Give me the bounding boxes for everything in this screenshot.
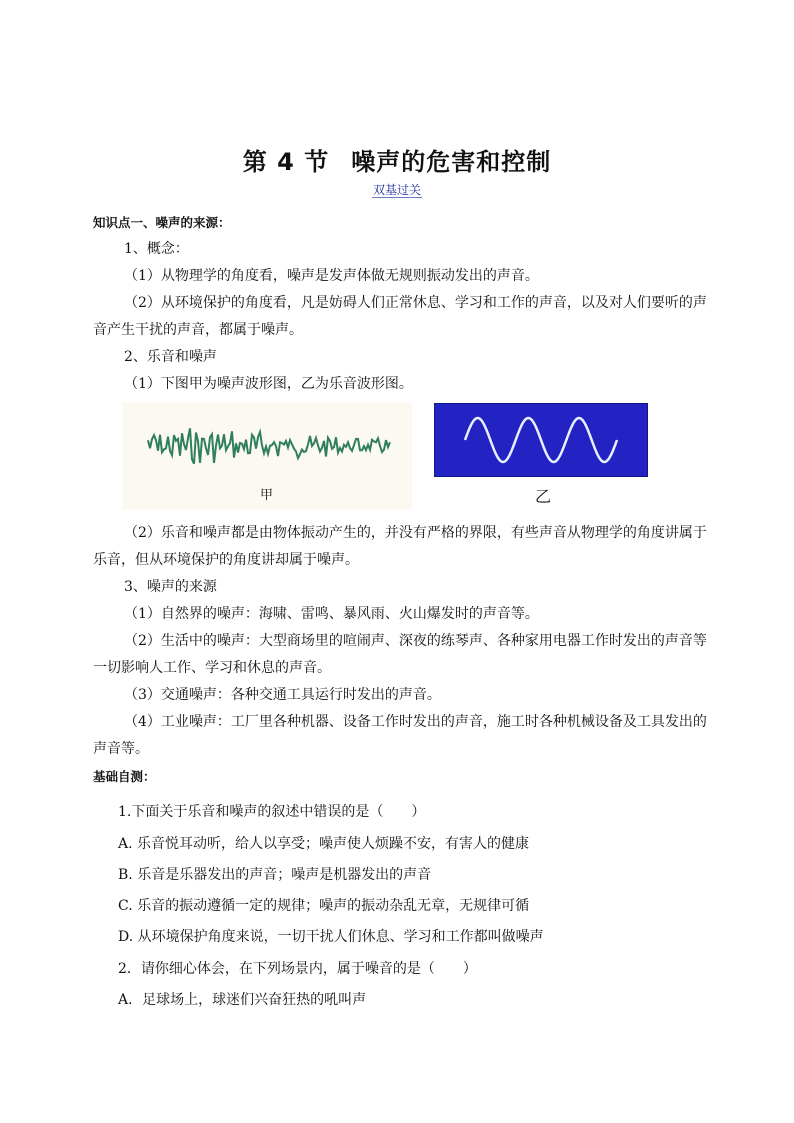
paragraph: 1、概念： xyxy=(124,241,189,257)
section2-heading: 基础自测： xyxy=(93,769,156,784)
paragraph: 2、乐音和噪声 xyxy=(124,349,217,365)
subtitle-text: 双基过关 xyxy=(372,183,421,197)
page-title xyxy=(0,142,794,177)
question-2: 2．请你细心体会，在下列场景内，属于噪音的是（ ） xyxy=(118,961,477,977)
caption-jia: 甲 xyxy=(260,488,274,503)
question-1-option-c: C. 乐音的振动遵循一定的规律；噪声的振动杂乱无章，无规律可循 xyxy=(118,898,530,914)
paragraph: 声音等。 xyxy=(93,741,149,757)
paragraph: （2）从环境保护的角度看，凡是妨碍人们正常休息、学习和工作的声音，以及对人们要听的声 xyxy=(124,295,707,311)
title-section-number: 第 4 节 xyxy=(242,148,330,176)
question-1: 1.下面关于乐音和噪声的叙述中错误的是（ ） xyxy=(118,804,426,820)
noise-waveform-panel xyxy=(122,402,412,510)
paragraph: （1）从物理学的角度看，噪声是发声体做无规则振动发出的声音。 xyxy=(124,268,539,284)
paragraph: （2）乐音和噪声都是由物体振动产生的，并没有严格的界限，有些声音从物理学的角度讲属于 xyxy=(124,525,707,541)
title-topic: 噪声的危害和控制 xyxy=(351,148,552,176)
question-1-option-a: A. 乐音悦耳动听，给人以享受；噪声使人烦躁不安，有害人的健康 xyxy=(118,836,530,852)
question-1-option-d: D. 从环境保护角度来说，一切干扰人们休息、学习和工作都叫做噪声 xyxy=(118,929,544,945)
paragraph: 乐音，但从环境保护的角度讲却属于噪声。 xyxy=(93,552,359,568)
tone-waveform-panel xyxy=(434,403,648,477)
tone-waveform-graphic xyxy=(435,404,647,476)
section1-heading: 知识点一、噪声的来源： xyxy=(93,215,231,230)
paragraph: 音产生干扰的声音，都属于噪声。 xyxy=(93,322,303,338)
paragraph: （1）自然界的噪声：海啸、雷鸣、暴风雨、火山爆发时的声音等。 xyxy=(124,606,539,622)
paragraph: （1）下图甲为噪声波形图，乙为乐音波形图。 xyxy=(124,376,413,392)
paragraph: （4）工业噪声：工厂里各种机器、设备工作时发出的声音，施工时各种机械设备及工具发出的 xyxy=(124,714,707,730)
question-2-option-a: A．足球场上，球迷们兴奋狂热的吼叫声 xyxy=(118,992,367,1008)
paragraph: 一切影响人工作、学习和休息的声音。 xyxy=(93,660,331,676)
paragraph: （2）生活中的噪声：大型商场里的喧闹声、深夜的练琴声、各种家用电器工作时发出的声音等 xyxy=(124,633,707,649)
paragraph: 3、噪声的来源 xyxy=(124,579,217,595)
waveform-figure xyxy=(122,402,652,510)
question-1-option-b: B. 乐音是乐器发出的声音；噪声是机器发出的声音 xyxy=(118,867,432,883)
page-subtitle xyxy=(0,181,794,198)
paragraph: （3）交通噪声：各种交通工具运行时发出的声音。 xyxy=(124,687,441,703)
caption-yi: 乙 xyxy=(535,487,552,506)
